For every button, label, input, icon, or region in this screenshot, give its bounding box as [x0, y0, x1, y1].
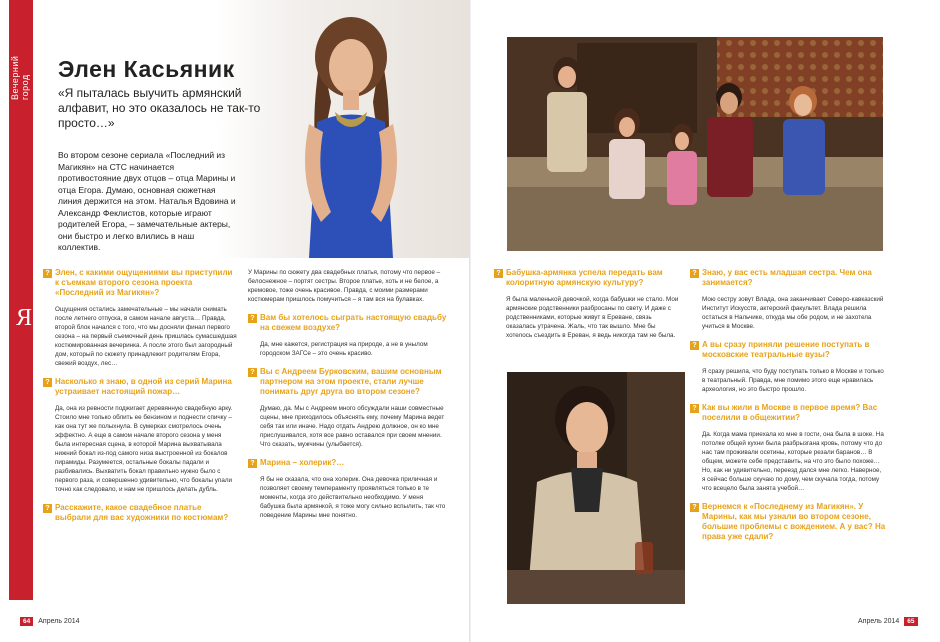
- question-marker: ?: [248, 368, 257, 377]
- answer: Мою сестру зовут Влада, она заканчивает Северо-кавказский Институт Искусств, актерский факультет. Влада решила остаться в Нальчике, откуда мы обе родом, и не захотела учиться в Москве.: [702, 296, 884, 330]
- question: ? Расскажите, какое свадебное платье выбрали для вас художники по костюмам?: [43, 503, 237, 523]
- portrait-photo: [507, 372, 685, 604]
- issue-date: Апрель 2014: [858, 618, 900, 625]
- text-column-4: [690, 268, 886, 549]
- answer: Я была маленькой девочкой, когда бабушки не стало. Мои армянские родственники разбросаны по свету. И даже с родственниками, которые живут в Ереване, связь оказалась утрачена. Жаль, что так вышло. Мне бы хотелось съездить в Ереван, я ведь никогда там не была.: [506, 296, 679, 339]
- actress-photo: [281, 12, 421, 258]
- question-marker: ?: [494, 269, 503, 278]
- footer-left: [20, 617, 80, 626]
- question-marker: ?: [690, 269, 699, 278]
- page-number: 64: [20, 617, 33, 626]
- question-marker: ?: [690, 503, 699, 512]
- question-marker: ?: [690, 404, 699, 413]
- answer: Я сразу решила, что буду поступать только в Москве и только в театральный. Правда, мне помимо этого еще нравилась археология, но это быстро прошло.: [702, 368, 884, 393]
- section-label: Вечерний город: [10, 55, 30, 100]
- question: ? Вернемся к «Последнему из Магикян». У Марины, как мы узнали во втором сезоне, большие проблемы с вождением. А у вас? На права уже сдали?: [690, 502, 886, 542]
- answer: Ощущения остались замечательные – мы начали снимать после летнего отпуска, в самом начале августа… Правда, второй блок начался с того, что мы досняли финал первого сезона – на первый съемочный день пришлась сумасшедшая костюмированная вечеринка. А после этого был загородный дом, который по сюжету принадлежит родителям Егора, свежий воздух, лес…: [55, 306, 237, 367]
- question: ? Элен, с какими ощущениями вы приступили к съемкам второго сезона проекта «Последний из Магикян»?: [43, 268, 237, 298]
- page-fold: [469, 0, 471, 642]
- question-marker: ?: [43, 378, 52, 387]
- answer: Думаю, да. Мы с Андреем много обсуждали наши совместные сцены, мне приходилось объяснять ему, почему Марина ведет себя так или иначе. Надо отдать Андрею должное, он ко мне прислушивался, хотя все равно оставался при своем мнении. Что сказать, мужчины (улыбается).: [260, 405, 445, 448]
- question-marker: ?: [43, 504, 52, 513]
- answer: Я бы не сказала, что она холерик. Она девочка приличная и позволяет своему темпераменту проявляться только в те моменты, когда это действительно необходимо. У меня бабушка была армянкой, я тоже могу сильно вспылить, так что поведение Марины мне понятно.: [260, 476, 446, 519]
- question: ? Марина – холерик?…: [248, 458, 448, 468]
- answer: Да, она из ревности поджигает деревянную свадебную арку. Стоило мне только облить ее бензином и поднести спичку – как она тут же полыхнула. В сумерках смотрелось очень эффектно. А еще в самом начале второго сезона у меня была интересная сцена, в которой Марина выхватывала нижний бокал из-под самого низа выстроенной из бокалов пирамиды. Разумеется, остальные бокалы падали и разбивались. Выхватить бокал правильно нужно было с первого раза, и совершенно удивительно, что бокалы упали точно как следовало, и нам не пришлось делать дубль.: [55, 405, 233, 493]
- article-quote: «Я пыталась выучить армянский алфавит, но это оказалось не так-то просто…»: [58, 86, 261, 130]
- question: ? А вы сразу приняли решение поступать в московские театральные вузы?: [690, 340, 886, 360]
- magazine-logo: Я: [15, 305, 32, 331]
- question-marker: ?: [690, 341, 699, 350]
- answer: У Марины по сюжету два свадебных платья, потому что первое – белоснежное – портят сестры. Второе платье, хоть и не белое, а кремовое, тоже очень красивое. Правда, с моими размерами костюмерам пришлось помучиться – я там вся на булавках.: [248, 269, 441, 303]
- question: ? Вы с Андреем Бурковским, вашим основным партнером на этом проекте, стали лучше понимать друг друга во втором сезоне?: [248, 367, 448, 397]
- question-marker: ?: [43, 269, 52, 278]
- answer: Да, мне кажется, регистрация на природе, а не в унылом городском ЗАГСе – это очень красиво.: [260, 341, 428, 357]
- text-column-1: [43, 268, 237, 530]
- text-column-2: [248, 268, 448, 529]
- page-number: 65: [904, 617, 917, 626]
- question: ? Вам бы хотелось сыграть настоящую свадьбу на свежем воздухе?: [248, 313, 448, 333]
- section-strip: [9, 0, 33, 600]
- issue-date: Апрель 2014: [38, 618, 80, 625]
- question: ? Насколько я знаю, в одной из серий Марина устраивает настоящий пожар…: [43, 377, 237, 397]
- question-marker: ?: [248, 459, 257, 468]
- family-photo: [507, 37, 883, 251]
- question-marker: ?: [248, 314, 257, 323]
- answer: Да. Когда мама приехала ко мне в гости, она была в шоке. На потолке общей кухни была разбрызгана кровь, потому что до нас там проживали осетины, которые резали баранов… В общем, можете себе представить, на что это было похоже… Но, как ни удивительно, переезд дался мне легко. Наверное, я сейчас больше скучаю по дому, чем скучала тогда, потому что всецело была занята учебой…: [702, 431, 884, 492]
- article-title: Элен Касьяник: [58, 56, 235, 82]
- question: ? Бабушка-армянка успела передать вам колоритную армянскую культуру?: [494, 268, 682, 288]
- question: ? Как вы жили в Москве в первое время? Вас поселили в общежитии?: [690, 403, 886, 423]
- article-lead: Во втором сезоне сериала «Последний из Магикян» на СТС начинается противостояние двух отцов – отца Марины и отца Егора. Думаю, основная сюжетная линия держится на этом. Наталья Вдовина и Александр Феклистов, которые играют родителей Егора, – замечательные актеры, они быстро и легко влились в наш коллектив.: [58, 150, 236, 252]
- footer-right: [858, 617, 918, 626]
- question: ? Знаю, у вас есть младшая сестра. Чем она занимается?: [690, 268, 886, 288]
- text-column-3: [494, 268, 682, 349]
